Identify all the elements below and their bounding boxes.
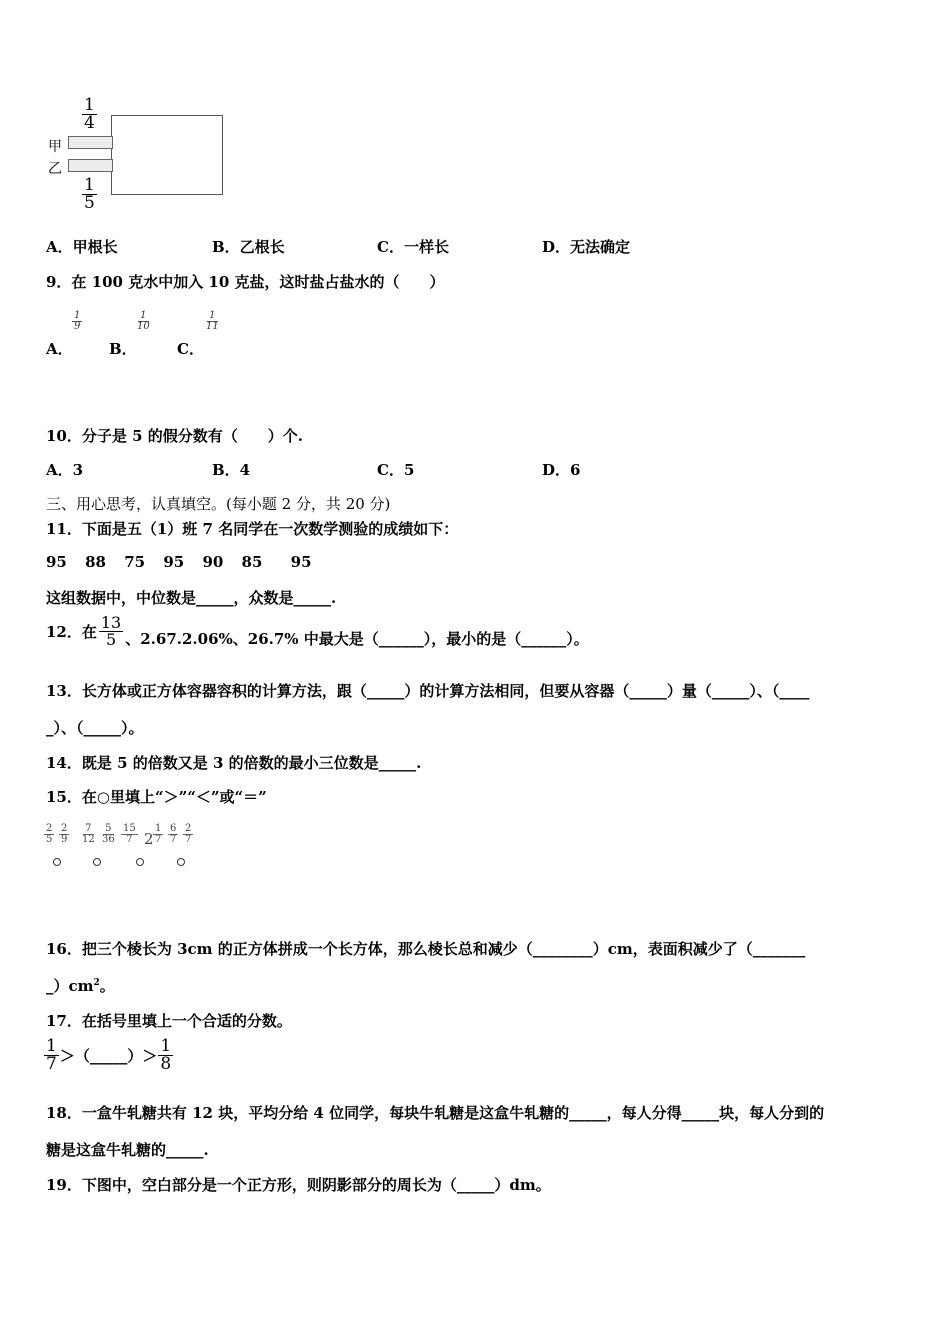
- q9-option-a-fraction: $\frac{1}{9}$: [74, 310, 81, 332]
- q17-text: 17．在括号里填上一个合适的分数。: [46, 1012, 292, 1030]
- q9-option-a-label: A．: [46, 340, 73, 358]
- q14-text: 14．既是 5 的倍数又是 3 的倍数的最小三位数是_____.: [46, 754, 422, 772]
- q12-suffix: 、2.67.2.06%、26.7% 中最大是（______），最小的是（______）。: [125, 630, 589, 648]
- q12-line: [46, 614, 589, 649]
- q13-line2: _）、（_____）。: [46, 719, 144, 737]
- q16-line1: 16．把三个棱长为 3cm 的正方体拼成一个长方体，那么棱长总和减少（________）cm，表面积减少了（_______: [46, 940, 806, 958]
- q10-option-c: C．5: [377, 461, 415, 479]
- q9-option-c-label: C．: [177, 340, 204, 358]
- section-3-heading: 三、用心思考，认真填空。(每小题 2 分，共 20 分): [46, 495, 391, 513]
- q13-line1: 13．长方体或正方体容器容积的计算方法，跟（_____）的计算方法相同，但要从容器（_____）量（_____）、（____: [46, 682, 810, 700]
- q15-answer-circle[interactable]: [93, 858, 101, 866]
- q11-text: 11．下面是五（1）班 7 名同学在一次数学测验的成绩如下：: [46, 520, 459, 538]
- q18-line2: 糖是这盒牛轧糖的_____.: [46, 1141, 209, 1159]
- q8-label-jia: 甲: [48, 139, 62, 155]
- q8-top-fraction: $\frac{1}{4}$: [84, 95, 95, 133]
- q8-large-rect: [111, 115, 223, 195]
- q11-score: 95: [163, 553, 185, 571]
- q11-score: 95: [46, 553, 67, 571]
- q17-right-fraction: $\frac{1}{8}$: [160, 1036, 172, 1074]
- q15-fraction: $\frac{15}{7}$: [123, 823, 136, 845]
- q8-bar-yi: [68, 159, 113, 172]
- q10-option-b: B．4: [212, 461, 251, 479]
- q9-option-b-label: B．: [109, 340, 137, 358]
- q17-middle: ＞（_____）＞: [59, 1047, 158, 1065]
- q8-bar-jia: [68, 136, 113, 149]
- q15-comparisons: [44, 824, 204, 869]
- q9-option-c-fraction: $\frac{1}{11}$: [206, 310, 219, 332]
- q15-answer-circle[interactable]: [177, 858, 185, 866]
- q8-option-d: D．无法确定: [542, 238, 631, 256]
- q15-whole-number: 2: [144, 830, 154, 848]
- q19-text: 19．下图中，空白部分是一个正方形，则阴影部分的周长为（_____）dm。: [46, 1176, 551, 1194]
- q12-prefix: 12．在: [46, 623, 97, 641]
- q18-line1: 18．一盒牛轧糖共有 12 块，平均分给 4 位同学，每块牛轧糖是这盒牛轧糖的_____，每人分得_____块，每人分到的: [46, 1104, 825, 1122]
- q11-score: 88: [85, 553, 106, 571]
- q16-superscript: 2: [93, 978, 100, 988]
- q9-text: 9．在 100 克水中加入 10 克盐，这时盐占盐水的（ ）: [46, 273, 445, 291]
- q15-fraction: $\frac{1}{7}$: [155, 823, 162, 845]
- q16-line2: $\_)cm^2$。: [46, 977, 115, 995]
- q8-option-c: C．一样长: [377, 238, 449, 256]
- q17-left-fraction: $\frac{1}{7}$: [46, 1036, 57, 1074]
- q15-fraction: $\frac{2}{9}$: [61, 823, 68, 845]
- q15-answer-circle[interactable]: [53, 858, 61, 866]
- q15-fraction: $\frac{6}{7}$: [170, 823, 177, 845]
- q11-question: 这组数据中，中位数是_____，众数是_____.: [46, 589, 337, 607]
- q10-option-a: A．3: [46, 461, 84, 479]
- q9-option-b-fraction: $\frac{1}{10}$: [137, 310, 150, 332]
- q12-fraction: $\frac{13}{5}$: [100, 613, 122, 649]
- q10-text: 10．分子是 5 的假分数有（ ）个.: [46, 427, 303, 445]
- q11-scores: [46, 553, 312, 571]
- q8-option-b: B．乙根长: [212, 238, 285, 256]
- q11-score: 75: [124, 553, 146, 571]
- q15-fraction: $\frac{2}{5}$: [46, 823, 53, 845]
- q8-option-a: A．甲根长: [46, 238, 118, 256]
- q8-figure: [40, 95, 230, 215]
- q11-score: 90: [202, 553, 224, 571]
- q15-fraction: $\frac{2}{7}$: [185, 823, 192, 845]
- q17-expression: [44, 1038, 173, 1073]
- q15-answer-circle[interactable]: [136, 858, 144, 866]
- q8-bottom-fraction: $\frac{1}{5}$: [84, 175, 95, 213]
- q15-fraction: $\frac{5}{36}$: [102, 823, 115, 845]
- q8-label-yi: 乙: [48, 161, 62, 177]
- q11-score: 85: [241, 553, 263, 571]
- q15-text: 15．在○里填上“＞”“＜”或“＝”: [46, 788, 267, 806]
- q11-score: 95: [290, 553, 312, 571]
- q15-fraction: $\frac{7}{12}$: [82, 823, 95, 845]
- q10-option-d: D．6: [542, 461, 581, 479]
